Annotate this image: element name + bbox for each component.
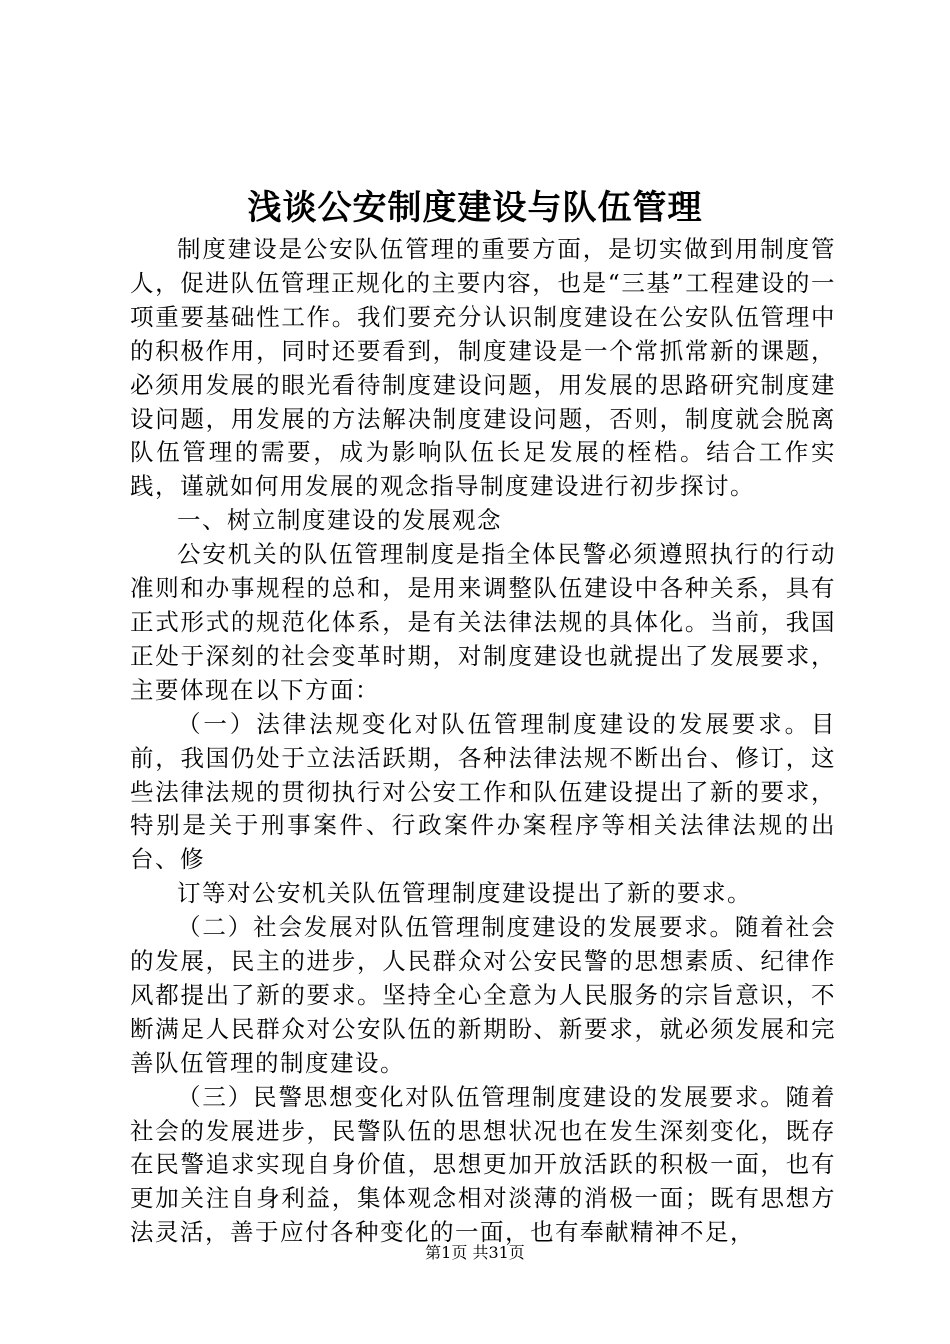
paragraph-item-1: （一）法律法规变化对队伍管理制度建设的发展要求。目前，我国仍处于立法活跃期，各种法律法规不断出台、修订，这些法律法规的贯彻执行对公安工作和队伍建设提出了新的要求，特别是关于刑事案件、行政案件办案程序等相关法律法规的出台、修 (130, 709, 836, 874)
document-title: 浅谈公安制度建设与队伍管理 (247, 188, 703, 228)
paragraph-item-1-continued: 订等对公安机关队伍管理制度建设提出了新的要求。 (177, 879, 752, 908)
paragraph-section-1: 公安机关的队伍管理制度是指全体民警必须遵照执行的行动准则和办事规程的总和，是用来调整队伍建设中各种关系，具有正式形式的规范化体系，是有关法律法规的具体化。当前，我国正处于深刻的社会变革时期，对制度建设也就提出了发展要求，主要体现在以下方面： (130, 540, 836, 704)
paragraph-intro: 制度建设是公安队伍管理的重要方面，是切实做到用制度管人，促进队伍管理正规化的主要内容，也是“三基”工程建设的一项重要基础性工作。我们要充分认识制度建设在公安队伍管理中的积极作用，同时还要看到，制度建设是一个常抓常新的课题，必须用发展的眼光看待制度建设问题，用发展的思路研究制度建设问题，用发展的方法解决制度建设问题，否则，制度就会脱离队伍管理的需要，成为影响队伍长足发展的桎梏。结合工作实践，谨就如何用发展的观念指导制度建设进行初步探讨。 (130, 235, 836, 501)
paragraph-item-3: （三）民警思想变化对队伍管理制度建设的发展要求。随着社会的发展进步，民警队伍的思想状况也在发生深刻变化，既存在民警追求实现自身价值，思想更加开放活跃的积极一面，也有更加关注自身利益，集体观念相对淡薄的消极一面；既有思想方法灵活，善于应付各种变化的一面，也有奉献精神不足， (130, 1082, 836, 1247)
document-body (130, 233, 836, 1250)
paragraph-item-2: （二）社会发展对队伍管理制度建设的发展要求。随着社会的发展，民主的进步，人民群众对公安民警的思想素质、纪律作风都提出了新的要求。坚持全心全意为人民服务的宗旨意识，不断满足人民群众对公安队伍的新期盼、新要求，就必须发展和完善队伍管理的制度建设。 (130, 913, 836, 1077)
page-footer: 第1页 共31页 (425, 1243, 525, 1262)
section-heading-1: 一、树立制度建设的发展观念 (177, 506, 502, 535)
